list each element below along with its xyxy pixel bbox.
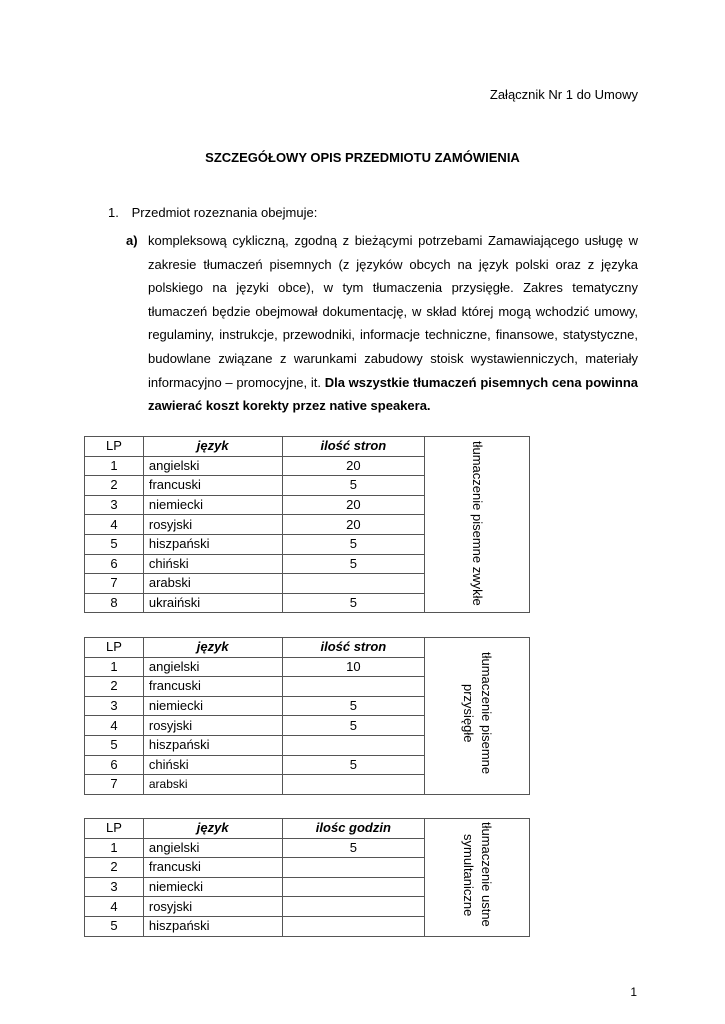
row-quantity xyxy=(282,574,425,594)
row-language: angielski xyxy=(143,838,282,858)
row-quantity: 20 xyxy=(282,515,425,535)
row-lp: 6 xyxy=(85,554,144,574)
row-quantity xyxy=(282,677,425,697)
service-type-cell xyxy=(425,819,530,937)
row-language: hiszpański xyxy=(143,534,282,554)
table-header-row xyxy=(85,638,530,658)
row-lp: 7 xyxy=(85,574,144,594)
page-number: 1 xyxy=(630,985,637,999)
row-quantity xyxy=(282,775,425,795)
section-1-heading xyxy=(108,205,317,220)
table-simultaneous-interpreting xyxy=(84,818,530,937)
row-lp: 2 xyxy=(85,677,144,697)
row-quantity: 5 xyxy=(282,838,425,858)
row-lp: 4 xyxy=(85,716,144,736)
row-quantity: 5 xyxy=(282,534,425,554)
row-quantity xyxy=(282,897,425,917)
service-type-label: tłumaczenie pisemne przysięgłe xyxy=(461,652,495,775)
row-quantity xyxy=(282,877,425,897)
header-language: język xyxy=(143,819,282,839)
row-lp: 3 xyxy=(85,495,144,515)
header-lp: LP xyxy=(85,819,144,839)
row-lp: 4 xyxy=(85,515,144,535)
row-language: niemiecki xyxy=(143,495,282,515)
header-quantity: ilość stron xyxy=(282,638,425,658)
row-lp: 3 xyxy=(85,877,144,897)
header-quantity: ilość stron xyxy=(282,437,425,457)
row-language: chiński xyxy=(143,554,282,574)
row-quantity xyxy=(282,858,425,878)
header-lp: LP xyxy=(85,638,144,658)
table-header-row xyxy=(85,819,530,839)
row-lp: 3 xyxy=(85,696,144,716)
header-language: język xyxy=(143,437,282,457)
row-quantity: 5 xyxy=(282,593,425,613)
service-type-cell xyxy=(425,638,530,795)
row-language: hiszpański xyxy=(143,735,282,755)
row-quantity: 5 xyxy=(282,755,425,775)
item-a-label: a) xyxy=(126,233,138,248)
row-quantity: 10 xyxy=(282,657,425,677)
row-language: francuski xyxy=(143,677,282,697)
row-lp: 5 xyxy=(85,534,144,554)
row-quantity xyxy=(282,735,425,755)
row-quantity: 5 xyxy=(282,716,425,736)
row-lp: 2 xyxy=(85,476,144,496)
row-quantity: 5 xyxy=(282,476,425,496)
header-quantity: ilośc godzin xyxy=(282,819,425,839)
row-language: angielski xyxy=(143,456,282,476)
item-a-text: kompleksową cykliczną, zgodną z bieżącymi potrzebami Zamawiającego usługę w zakresie tłumaczeń pisemnych (z języków obcych na język polski oraz z języka polskiego na języki obce), w tym tłumaczenia przysięgłe. Zakres tematyczny tłumaczeń będzie obejmował dokumentację, w skład której mogą wchodzić umowy, regulaminy, instrukcje, przewodniki, informacje techniczne, finansowe, statystyczne, budowlane związane z warunkami zabudowy stoisk wystawienniczych, materiały informacyjno – promocyjne, it. xyxy=(148,233,638,390)
document-title: SZCZEGÓŁOWY OPIS PRZEDMIOTU ZAMÓWIENIA xyxy=(205,150,520,165)
row-lp: 2 xyxy=(85,858,144,878)
row-language: rosyjski xyxy=(143,515,282,535)
row-language: hiszpański xyxy=(143,916,282,936)
row-language: francuski xyxy=(143,858,282,878)
row-lp: 4 xyxy=(85,897,144,917)
row-language: chiński xyxy=(143,755,282,775)
row-quantity: 20 xyxy=(282,456,425,476)
item-a-bold-text: Dla wszystkie tłumaczeń pisemnych cena powinna zawierać koszt korekty przez native speakera. xyxy=(148,374,638,414)
service-type-cell xyxy=(425,437,530,613)
row-quantity: 5 xyxy=(282,554,425,574)
section-text: Przedmiot rozeznania obejmuje: xyxy=(131,205,318,220)
row-language: angielski xyxy=(143,657,282,677)
table-header-row xyxy=(85,437,530,457)
row-lp: 7 xyxy=(85,775,144,795)
table-written-translation xyxy=(84,436,530,613)
row-language: niemiecki xyxy=(143,696,282,716)
row-language: arabski xyxy=(143,775,282,795)
row-language: niemiecki xyxy=(143,877,282,897)
service-type-label: tłumaczenie pisemne zwykłe xyxy=(470,441,486,606)
row-language: rosyjski xyxy=(143,716,282,736)
row-language: ukraiński xyxy=(143,593,282,613)
row-quantity xyxy=(282,916,425,936)
table-sworn-translation xyxy=(84,637,530,795)
header-language: język xyxy=(143,638,282,658)
row-lp: 1 xyxy=(85,838,144,858)
row-lp: 1 xyxy=(85,456,144,476)
service-type-label: tłumaczenie ustne symultaniczne xyxy=(461,822,495,928)
item-a-paragraph xyxy=(148,229,638,418)
row-language: arabski xyxy=(143,574,282,594)
row-quantity: 5 xyxy=(282,696,425,716)
row-lp: 1 xyxy=(85,657,144,677)
row-lp: 5 xyxy=(85,916,144,936)
row-language: francuski xyxy=(143,476,282,496)
row-lp: 8 xyxy=(85,593,144,613)
row-lp: 6 xyxy=(85,755,144,775)
row-lp: 5 xyxy=(85,735,144,755)
section-number: 1. xyxy=(108,205,119,220)
annex-label: Załącznik Nr 1 do Umowy xyxy=(489,87,638,102)
row-quantity: 20 xyxy=(282,495,425,515)
header-lp: LP xyxy=(85,437,144,457)
row-language: rosyjski xyxy=(143,897,282,917)
